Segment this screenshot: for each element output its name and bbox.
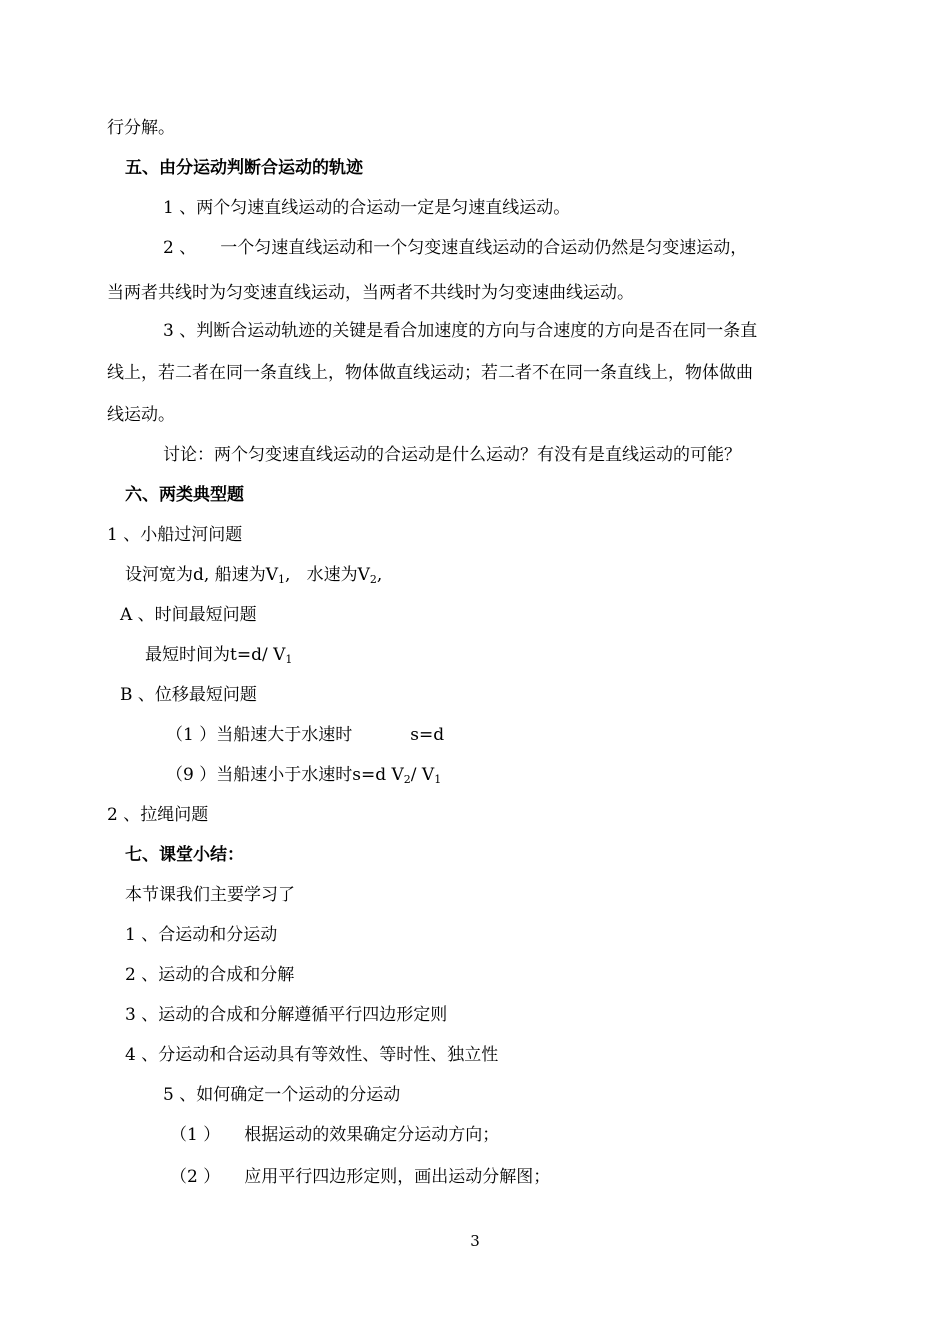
text-segment: s=d bbox=[410, 725, 445, 745]
text-segment: , bbox=[376, 565, 383, 585]
item-number: 2 、 bbox=[163, 238, 197, 258]
subscript: 1 bbox=[285, 653, 293, 666]
text-line: 2 、运动的合成和分解 bbox=[125, 965, 295, 985]
text-line: 3 、判断合运动轨迹的关键是看合加速度的方向与合速度的方向是否在同一条直 bbox=[163, 321, 758, 341]
text-line: 1 、合运动和分运动 bbox=[125, 925, 278, 945]
text-segment: 设河宽为d, 船速为V bbox=[125, 565, 278, 585]
text-line: 5 、如何确定一个运动的分运动 bbox=[163, 1085, 401, 1105]
text-line: A 、时间最短问题 bbox=[120, 605, 257, 625]
text-line: 3 、运动的合成和分解遵循平行四边形定则 bbox=[125, 1005, 448, 1025]
text-line bbox=[0, 1166, 950, 1188]
section-heading-5: 五、由分运动判断合运动的轨迹 bbox=[125, 158, 363, 178]
text-line: 1 、小船过河问题 bbox=[107, 525, 243, 545]
item-number: （2 ） bbox=[170, 1167, 221, 1187]
text-line: 2 、拉绳问题 bbox=[107, 805, 209, 825]
text-line bbox=[0, 237, 950, 259]
text-segment: / V bbox=[410, 765, 435, 785]
section-heading-6: 六、两类典型题 bbox=[125, 485, 244, 505]
text-segment: 最短时间为t=d/ V bbox=[145, 645, 286, 665]
subscript: 2 bbox=[369, 573, 377, 586]
text-line bbox=[0, 564, 950, 586]
text-segment: 一个匀速直线运动和一个匀变速直线运动的合运动仍然是匀变速运动， bbox=[220, 238, 748, 258]
text-line: 本节课我们主要学习了 bbox=[125, 885, 295, 905]
text-line: 讨论：两个匀变速直线运动的合运动是什么运动？有没有是直线运动的可能？ bbox=[163, 445, 741, 465]
subscript: 1 bbox=[434, 773, 442, 786]
text-line: 当两者共线时为匀变速直线运动，当两者不共线时为匀变速曲线运动。 bbox=[107, 283, 634, 303]
text-line bbox=[0, 764, 950, 786]
text-segment: （9 ）当船速小于水速时s=d V bbox=[166, 765, 404, 785]
subscript: 1 bbox=[277, 573, 285, 586]
text-line: B 、位移最短问题 bbox=[120, 685, 257, 705]
text-line bbox=[0, 644, 950, 666]
section-heading-7: 七、课堂小结： bbox=[125, 845, 244, 865]
text-line: 4 、分运动和合运动具有等效性、等时性、独立性 bbox=[125, 1045, 499, 1065]
text-segment: , 水速为V bbox=[284, 565, 370, 585]
text-line bbox=[0, 1124, 950, 1146]
text-segment: 根据运动的效果确定分运动方向； bbox=[244, 1125, 500, 1145]
page-number: 3 bbox=[470, 1232, 480, 1250]
text-line: 1 、两个匀速直线运动的合运动一定是匀速直线运动。 bbox=[163, 198, 571, 218]
text-line: 线运动。 bbox=[107, 405, 175, 425]
subscript: 2 bbox=[403, 773, 411, 786]
text-line bbox=[0, 724, 950, 746]
item-number: （1 ） bbox=[170, 1125, 221, 1145]
text-line: 线上，若二者在同一条直线上，物体做直线运动；若二者不在同一条直线上，物体做曲 bbox=[107, 363, 753, 383]
text-line: 行分解。 bbox=[107, 118, 175, 138]
text-segment: 应用平行四边形定则，画出运动分解图； bbox=[244, 1167, 551, 1187]
text-segment: （1 ）当船速大于水速时 bbox=[166, 725, 353, 745]
